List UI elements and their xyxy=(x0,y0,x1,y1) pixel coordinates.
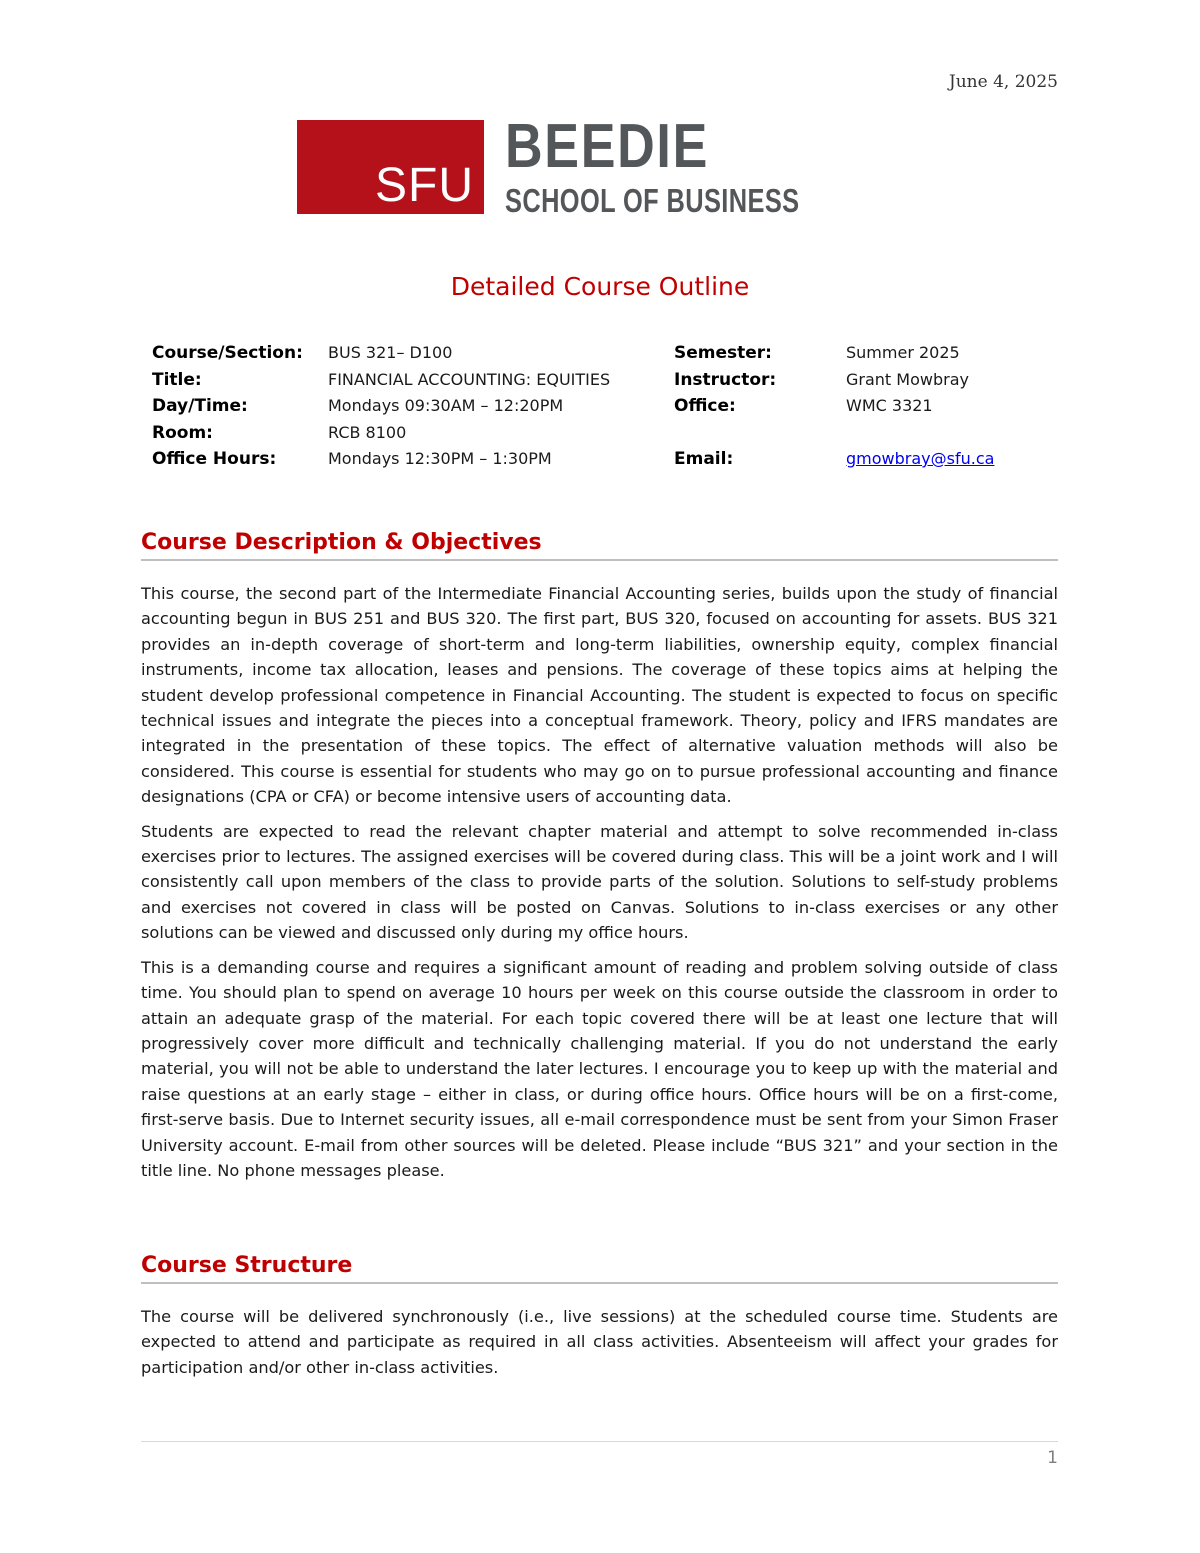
email-value xyxy=(846,446,994,473)
info-row-office-hours xyxy=(152,446,994,473)
office-value: WMC 3321 xyxy=(846,396,933,415)
page-title: Detailed Course Outline xyxy=(450,272,750,301)
daytime-value: Mondays 09:30AM – 12:20PM xyxy=(328,396,564,415)
structure-paragraph: The course will be delivered synchronously (i.e., live sessions) at the scheduled course time. Students are expected to attend and participate as required in all class activities. Absenteeism will affect your grades for participation and/or other in-class activities. xyxy=(141,1307,1058,1377)
course-description-heading: Course Description & Objectives xyxy=(141,530,1058,561)
course-structure-section xyxy=(141,1253,1058,1389)
room-value: RCB 8100 xyxy=(328,422,407,442)
semester-value: Summer 2025 xyxy=(846,343,960,362)
email-link[interactable]: gmowbray@sfu.ca xyxy=(846,449,995,468)
title-value: FINANCIAL ACCOUNTING: EQUITIES xyxy=(328,369,611,389)
beedie-logo-text: BEEDIE xyxy=(505,112,709,181)
info-row-room xyxy=(152,420,994,447)
email-label: Email: xyxy=(674,449,734,469)
info-row-daytime xyxy=(152,393,994,420)
document-date: June 4, 2025 xyxy=(948,72,1058,92)
course-section-label: Course/Section: xyxy=(152,343,303,363)
office-hours-label: Office Hours: xyxy=(152,449,277,469)
instructor-label: Instructor: xyxy=(674,369,777,390)
course-info-table xyxy=(152,340,994,473)
description-paragraph: Students are expected to read the relevant chapter material and attempt to solve recommended in-class exercises prior to lectures. The assigned exercises will be covered during class. This will be a joint work and I will consistently call upon members of the class to provide parts of the solution. Solutions to self-study problems and exercises not covered in class will be posted on Canvas. Solutions to in-class exercises or any other solutions can be viewed and discussed only during my office hours. xyxy=(141,821,1058,943)
title-label: Title: xyxy=(152,369,202,390)
sfu-logo-block xyxy=(297,120,484,214)
sfu-beedie-logo xyxy=(297,112,817,219)
instructor-value: Grant Mowbray xyxy=(846,369,969,389)
office-hours-value: Mondays 12:30PM – 1:30PM xyxy=(328,449,552,468)
school-of-business-logo-text: SCHOOL OF BUSINESS xyxy=(505,182,800,219)
semester-label: Semester: xyxy=(674,343,772,363)
info-row-title xyxy=(152,367,994,394)
description-paragraph: This course, the second part of the Intermediate Financial Accounting series, builds upon the study of financial accounting begun in BUS 251 and BUS 320. The first part, BUS 320, focused on accounting for assets. BUS 321 provides an in-depth coverage of short-term and long-term liabilities, ownership equity, complex financial instruments, income tax allocation, leases and pensions. The coverage of these topics aims at helping the student develop professional competence in Financial Accounting. The student is expected to focus on specific technical issues and integrate the pieces into a conceptual framework. Theory, policy and IFRS mandates are integrated in the presentation of these topics. The effect of alternative valuation methods will also be considered. This course is essential for students who may go on to pursue professional accounting and finance designations (CPA or CFA) or become intensive users of accounting data. xyxy=(141,584,1058,807)
course-structure-heading: Course Structure xyxy=(141,1253,1058,1284)
info-row-course xyxy=(152,340,994,367)
description-paragraph: This is a demanding course and requires a significant amount of reading and problem solving outside of class time. You should plan to spend on average 10 hours per week on this course outside the classroom in order to attain an adequate grasp of the material. For each topic covered there will be at least one lecture that will progressively cover more difficult and technically challenging material. If you do not understand the early material, you will not be able to understand the later lectures. I encourage you to keep up with the material and raise questions at an early stage – either in class, or during office hours. Office hours will be on a first-come, first-serve basis. Due to Internet security issues, all e-mail correspondence must be sent from your Simon Fraser University account. E-mail from other sources will be deleted. Please include “BUS 321” and your section in the title line. No phone messages please. xyxy=(141,957,1058,1180)
office-label: Office: xyxy=(674,396,736,416)
sfu-logo-text: SFU xyxy=(375,159,474,212)
course-section-value: BUS 321– D100 xyxy=(328,343,453,362)
footer-divider xyxy=(141,1441,1058,1442)
course-description-section xyxy=(141,530,1058,1192)
page-number: 1 xyxy=(1047,1448,1058,1468)
room-label: Room: xyxy=(152,422,213,443)
daytime-label: Day/Time: xyxy=(152,396,248,416)
